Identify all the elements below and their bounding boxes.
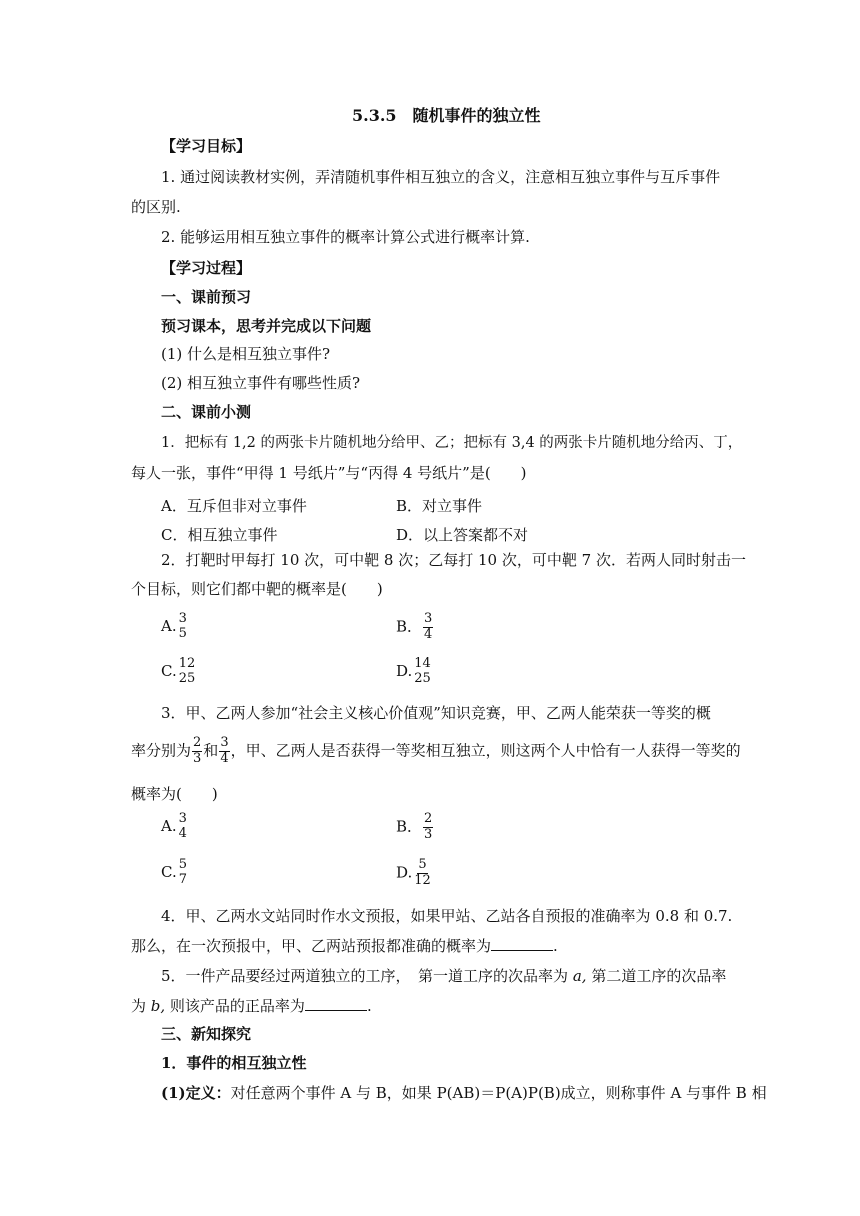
option-label: D. <box>396 661 413 680</box>
q1-option-c: C．相互独立事件 <box>161 526 278 544</box>
fraction <box>219 736 229 767</box>
q2-option-a <box>161 612 189 642</box>
page-title: 5.3.5 随机事件的独立性 <box>352 106 541 125</box>
denominator: 4 <box>178 825 187 841</box>
goals-heading: 【学习目标】 <box>161 137 252 155</box>
q3-line3: 概率为( ) <box>131 785 218 803</box>
preview-question-1: (1) 什么是相互独立事件? <box>161 345 331 363</box>
q5-end: . <box>366 997 372 1015</box>
q4-line1: 4．甲、乙两水文站同时作水文预报，如果甲站、乙站各自预报的准确率为 0.8 和 0.7. <box>161 907 733 925</box>
option-label: C. <box>161 661 177 680</box>
denominator: 3 <box>424 826 433 842</box>
definition-line <box>161 1086 767 1101</box>
q5-text: 为 <box>131 997 151 1015</box>
q3-line2 <box>131 736 741 767</box>
subsection-heading: 1．事件的相互独立性 <box>161 1054 307 1072</box>
q2-option-b <box>396 612 434 643</box>
q5-text: 5．一件产品要经过两道独立的工序， 第一道工序的次品率为 <box>161 967 573 985</box>
fraction <box>413 858 432 889</box>
q2-line2: 个目标，则它们都中靶的概率是( ) <box>131 580 383 598</box>
q3-text: ，甲、乙两人是否获得一等奖相互独立，则这两个人中恰有一人获得一等奖的 <box>230 741 741 760</box>
option-label: B． <box>396 617 423 636</box>
numerator: 14 <box>414 656 431 671</box>
numerator: 5 <box>418 857 427 872</box>
q3-option-a <box>161 812 189 842</box>
fraction <box>178 812 188 842</box>
numerator: 12 <box>178 656 196 671</box>
denominator: 25 <box>414 670 431 686</box>
definition-text: 对任意两个事件 A 与 B，如果 P(AB)＝P(A)P(B)成立，则称事件 A 与事件 B 相 <box>230 1084 767 1102</box>
numerator: 3 <box>220 735 229 750</box>
q2-option-c <box>161 657 197 687</box>
q3-text: 和 <box>203 741 219 760</box>
fraction <box>192 736 202 767</box>
q4-end: . <box>553 937 558 955</box>
q1-option-b: B．对立事件 <box>396 497 483 515</box>
preview-question-2: (2) 相互独立事件有哪些性质? <box>161 374 361 392</box>
q4-line2 <box>131 938 558 954</box>
denominator: 5 <box>178 625 187 641</box>
q1-option-a: A．互斥但非对立事件 <box>161 497 307 515</box>
q3-text: 率分别为 <box>131 741 192 760</box>
option-label: C. <box>161 862 177 881</box>
q1-option-d: D．以上答案都不对 <box>396 526 529 544</box>
quiz-heading: 二、课前小测 <box>161 403 252 421</box>
goal1-line2: 的区别. <box>131 198 181 216</box>
q5-line2 <box>131 998 372 1014</box>
denominator: 7 <box>178 871 187 887</box>
goal1-line1: 1. 通过阅读教材实例，弄清随机事件相互独立的含义，注意相互独立事件与互斥事件 <box>161 168 721 186</box>
option-label: A. <box>161 816 177 835</box>
q5-line1 <box>161 969 726 984</box>
numerator: 3 <box>178 811 187 826</box>
numerator: 2 <box>193 735 202 750</box>
goal2: 2. 能够运用相互独立事件的概率计算公式进行概率计算. <box>161 228 530 246</box>
q3-option-b <box>396 812 434 843</box>
numerator: 2 <box>424 811 433 826</box>
option-label: D. <box>396 863 413 882</box>
q2-option-d <box>396 657 433 687</box>
q3-line1: 3．甲、乙两人参加“社会主义核心价值观”知识竞赛，甲、乙两人能荣获一等奖的概 <box>161 704 711 722</box>
q2-line1: 2．打靶时甲每打 10 次，可中靶 8 次；乙每打 10 次，可中靶 7 次．若两人同时射击一 <box>161 551 746 569</box>
denominator: 4 <box>220 750 229 766</box>
answer-blank <box>491 938 553 951</box>
denominator: 12 <box>414 872 431 888</box>
fraction <box>178 612 188 642</box>
q5-text: 第二道工序的次品率 <box>586 967 727 985</box>
q4-text: 那么，在一次预报中，甲、乙两站预报都准确的概率为 <box>131 937 492 955</box>
preview-task: 预习课本，思考并完成以下问题 <box>161 317 372 335</box>
denominator: 25 <box>178 670 196 686</box>
explore-heading: 三、新知探究 <box>161 1025 252 1043</box>
q3-option-d <box>396 858 433 889</box>
answer-blank <box>305 998 367 1011</box>
numerator: 3 <box>178 611 187 626</box>
fraction <box>423 812 433 843</box>
option-label: A. <box>161 616 177 635</box>
q3-option-c <box>161 858 189 888</box>
fraction <box>413 657 432 687</box>
fraction <box>178 657 197 687</box>
numerator: 3 <box>424 611 433 626</box>
denominator: 4 <box>424 626 433 642</box>
definition-label: (1)定义： <box>161 1084 231 1102</box>
fraction <box>178 858 188 888</box>
q5-text: 则该产品的正品率为 <box>165 997 305 1015</box>
q1-line1: 1．把标有 1,2 的两张卡片随机地分给甲、乙；把标有 3,4 的两张卡片随机地分给丙、丁， <box>161 435 743 451</box>
fraction <box>423 612 433 643</box>
variable-a: a, <box>572 967 587 985</box>
denominator: 3 <box>193 750 202 766</box>
variable-b: b, <box>150 997 166 1015</box>
option-label: B． <box>396 817 423 836</box>
q1-line2: 每人一张，事件“甲得 1 号纸片”与“丙得 4 号纸片”是( ) <box>131 464 527 482</box>
preview-heading: 一、课前预习 <box>161 288 252 306</box>
numerator: 5 <box>178 857 187 872</box>
process-heading: 【学习过程】 <box>161 259 252 277</box>
